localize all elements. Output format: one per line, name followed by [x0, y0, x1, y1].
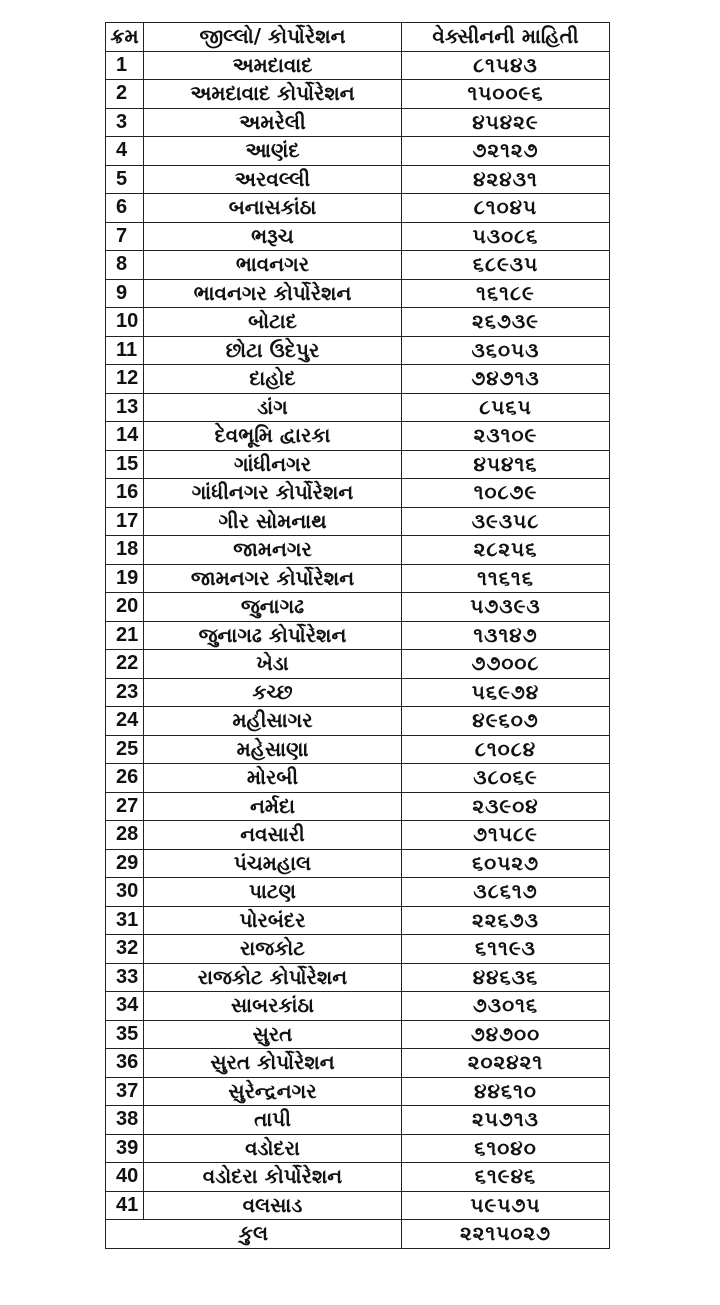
table-row [106, 1191, 610, 1220]
district-cell: જુનાગઢ [144, 593, 402, 622]
vaccine-count-cell: ૨૨૬૭૩ [402, 906, 610, 935]
serial-cell: 29 [106, 849, 144, 878]
table-row [106, 308, 610, 337]
serial-cell: 8 [106, 251, 144, 280]
district-cell: રાજકોટ [144, 935, 402, 964]
district-cell: ખેડા [144, 650, 402, 679]
table-row [106, 1020, 610, 1049]
table-row [106, 251, 610, 280]
serial-cell: 2 [106, 80, 144, 109]
vaccine-count-cell: ૮૧૦૮૪ [402, 735, 610, 764]
serial-cell: 27 [106, 792, 144, 821]
serial-cell: 7 [106, 222, 144, 251]
vaccine-count-cell: ૮૧૦૪૫ [402, 194, 610, 223]
vaccine-count-cell: ૭૧૫૮૯ [402, 821, 610, 850]
district-cell: છોટા ઉદેપુર [144, 336, 402, 365]
district-cell: અરવલ્લી [144, 165, 402, 194]
table-row [106, 336, 610, 365]
table-row [106, 621, 610, 650]
district-cell: પાટણ [144, 878, 402, 907]
table-row [106, 650, 610, 679]
vaccine-count-cell: ૧૩૧૪૭ [402, 621, 610, 650]
table-row [106, 849, 610, 878]
district-cell: દાહોદ [144, 365, 402, 394]
vaccine-count-cell: ૧૫૦૦૯૬ [402, 80, 610, 109]
serial-cell: 1 [106, 51, 144, 80]
serial-cell: 17 [106, 507, 144, 536]
header-district: જીલ્લો/ કોર્પોરેશન [144, 23, 402, 52]
vaccine-count-cell: ૨૬૭૩૯ [402, 308, 610, 337]
header-vaccine-info: વેક્સીનની માહિતી [402, 23, 610, 52]
serial-cell: 22 [106, 650, 144, 679]
table-row [106, 707, 610, 736]
district-cell: સુરત કોર્પોરેશન [144, 1049, 402, 1078]
serial-cell: 21 [106, 621, 144, 650]
serial-cell: 13 [106, 393, 144, 422]
serial-cell: 41 [106, 1191, 144, 1220]
table-row [106, 194, 610, 223]
district-cell: ભરૂચ [144, 222, 402, 251]
serial-cell: 20 [106, 593, 144, 622]
vaccine-count-cell: ૨૩૧૦૯ [402, 422, 610, 451]
district-cell: ગીર સોમનાથ [144, 507, 402, 536]
serial-cell: 19 [106, 564, 144, 593]
serial-cell: 35 [106, 1020, 144, 1049]
district-cell: નવસારી [144, 821, 402, 850]
table-row [106, 906, 610, 935]
serial-cell: 37 [106, 1077, 144, 1106]
table-row [106, 878, 610, 907]
table-row [106, 992, 610, 1021]
serial-cell: 14 [106, 422, 144, 451]
header-serial: ક્રમ [106, 23, 144, 52]
table-row [106, 821, 610, 850]
table-row [106, 80, 610, 109]
serial-cell: 33 [106, 963, 144, 992]
district-cell: અમદાવાદ કોર્પોરેશન [144, 80, 402, 109]
vaccine-count-cell: ૫૩૦૮૬ [402, 222, 610, 251]
district-cell: રાજકોટ કોર્પોરેશન [144, 963, 402, 992]
table-row [106, 764, 610, 793]
table-row [106, 1077, 610, 1106]
district-cell: મહીસાગર [144, 707, 402, 736]
vaccine-count-cell: ૪૫૪૨૯ [402, 108, 610, 137]
vaccination-table [105, 22, 610, 1249]
district-cell: દેવભૂમિ દ્વારકા [144, 422, 402, 451]
serial-cell: 31 [106, 906, 144, 935]
serial-cell: 34 [106, 992, 144, 1021]
table-row [106, 1163, 610, 1192]
table-row [106, 479, 610, 508]
vaccine-count-cell: ૪૯૬૦૭ [402, 707, 610, 736]
district-cell: વલસાડ [144, 1191, 402, 1220]
vaccine-count-cell: ૧૧૬૧૬ [402, 564, 610, 593]
vaccine-count-cell: ૪૪૬૩૬ [402, 963, 610, 992]
vaccine-count-cell: ૫૭૩૯૩ [402, 593, 610, 622]
table-row [106, 593, 610, 622]
district-cell: ગાંધીનગર કોર્પોરેશન [144, 479, 402, 508]
vaccine-count-cell: ૫૬૯૭૪ [402, 678, 610, 707]
vaccine-count-cell: ૪૪૬૧૦ [402, 1077, 610, 1106]
district-cell: પોરબંદર [144, 906, 402, 935]
district-cell: અમદાવાદ [144, 51, 402, 80]
serial-cell: 24 [106, 707, 144, 736]
table-body [106, 51, 610, 1220]
serial-cell: 23 [106, 678, 144, 707]
serial-cell: 32 [106, 935, 144, 964]
vaccine-count-cell: ૭૪૭૧૩ [402, 365, 610, 394]
district-cell: બનાસકાંઠા [144, 194, 402, 223]
serial-cell: 9 [106, 279, 144, 308]
district-cell: બોટાદ [144, 308, 402, 337]
total-value: ૨૨૧૫૦૨૭ [402, 1220, 610, 1249]
district-cell: ગાંધીનગર [144, 450, 402, 479]
vaccine-count-cell: ૭૪૭૦૦ [402, 1020, 610, 1049]
table-row [106, 108, 610, 137]
table-row [106, 735, 610, 764]
total-row [106, 1220, 610, 1249]
district-cell: ભાવનગર [144, 251, 402, 280]
vaccine-count-cell: ૨૮૨૫૬ [402, 536, 610, 565]
district-cell: જામનગર કોર્પોરેશન [144, 564, 402, 593]
vaccine-count-cell: ૩૯૩૫૮ [402, 507, 610, 536]
table-row [106, 450, 610, 479]
vaccine-count-cell: ૭૭૦૦૮ [402, 650, 610, 679]
serial-cell: 28 [106, 821, 144, 850]
vaccine-count-cell: ૬૧૯૪૬ [402, 1163, 610, 1192]
table-row [106, 507, 610, 536]
table-row [106, 1106, 610, 1135]
district-cell: મહેસાણા [144, 735, 402, 764]
district-cell: વડોદરા [144, 1134, 402, 1163]
vaccine-count-cell: ૩૮૦૬૯ [402, 764, 610, 793]
district-cell: સાબરકાંઠા [144, 992, 402, 1021]
vaccine-count-cell: ૪૫૪૧૬ [402, 450, 610, 479]
total-label: કુલ [106, 1220, 402, 1249]
serial-cell: 10 [106, 308, 144, 337]
district-cell: જામનગર [144, 536, 402, 565]
serial-cell: 38 [106, 1106, 144, 1135]
table-row [106, 51, 610, 80]
district-cell: ભાવનગર કોર્પોરેશન [144, 279, 402, 308]
district-cell: આણંદ [144, 137, 402, 166]
table-row [106, 165, 610, 194]
serial-cell: 16 [106, 479, 144, 508]
serial-cell: 30 [106, 878, 144, 907]
district-cell: નર્મદા [144, 792, 402, 821]
table-row [106, 1049, 610, 1078]
district-cell: તાપી [144, 1106, 402, 1135]
serial-cell: 39 [106, 1134, 144, 1163]
serial-cell: 36 [106, 1049, 144, 1078]
district-cell: પંચમહાલ [144, 849, 402, 878]
table-row [106, 137, 610, 166]
district-cell: સુરત [144, 1020, 402, 1049]
table-row [106, 678, 610, 707]
vaccine-count-cell: ૭૨૧૨૭ [402, 137, 610, 166]
vaccine-count-cell: ૬૮૯૩૫ [402, 251, 610, 280]
district-cell: સુરેન્દ્રનગર [144, 1077, 402, 1106]
vaccine-count-cell: ૧૦૮૭૯ [402, 479, 610, 508]
district-cell: અમરેલી [144, 108, 402, 137]
vaccine-count-cell: ૨૦૨૪૨૧ [402, 1049, 610, 1078]
vaccine-count-cell: ૬૦૫૨૭ [402, 849, 610, 878]
vaccine-count-cell: ૧૬૧૮૯ [402, 279, 610, 308]
serial-cell: 11 [106, 336, 144, 365]
vaccine-count-cell: ૭૩૦૧૬ [402, 992, 610, 1021]
district-cell: વડોદરા કોર્પોરેશન [144, 1163, 402, 1192]
vaccine-count-cell: ૩૬૦૫૩ [402, 336, 610, 365]
table-row [106, 564, 610, 593]
table-row [106, 365, 610, 394]
vaccine-count-cell: ૬૧૧૯૩ [402, 935, 610, 964]
vaccine-count-cell: ૩૮૬૧૭ [402, 878, 610, 907]
district-cell: ડાંગ [144, 393, 402, 422]
serial-cell: 3 [106, 108, 144, 137]
district-cell: જુનાગઢ કોર્પોરેશન [144, 621, 402, 650]
serial-cell: 12 [106, 365, 144, 394]
vaccine-count-cell: ૨૩૯૦૪ [402, 792, 610, 821]
serial-cell: 5 [106, 165, 144, 194]
serial-cell: 18 [106, 536, 144, 565]
table-row [106, 963, 610, 992]
vaccine-count-cell: ૬૧૦૪૦ [402, 1134, 610, 1163]
serial-cell: 25 [106, 735, 144, 764]
table-row [106, 536, 610, 565]
serial-cell: 15 [106, 450, 144, 479]
table-row [106, 422, 610, 451]
serial-cell: 40 [106, 1163, 144, 1192]
vaccine-count-cell: ૨૫૭૧૩ [402, 1106, 610, 1135]
district-cell: મોરબી [144, 764, 402, 793]
vaccine-count-cell: ૪૨૪૩૧ [402, 165, 610, 194]
table-row [106, 935, 610, 964]
header-row [106, 23, 610, 52]
serial-cell: 26 [106, 764, 144, 793]
table-row [106, 222, 610, 251]
vaccine-count-cell: ૫૯૫૭૫ [402, 1191, 610, 1220]
table-header [106, 23, 610, 52]
serial-cell: 4 [106, 137, 144, 166]
vaccine-count-cell: ૮૫૬૫ [402, 393, 610, 422]
table-row [106, 393, 610, 422]
table-row [106, 1134, 610, 1163]
serial-cell: 6 [106, 194, 144, 223]
table-row [106, 279, 610, 308]
vaccine-count-cell: ૮૧૫૪૩ [402, 51, 610, 80]
table-row [106, 792, 610, 821]
district-cell: કચ્છ [144, 678, 402, 707]
